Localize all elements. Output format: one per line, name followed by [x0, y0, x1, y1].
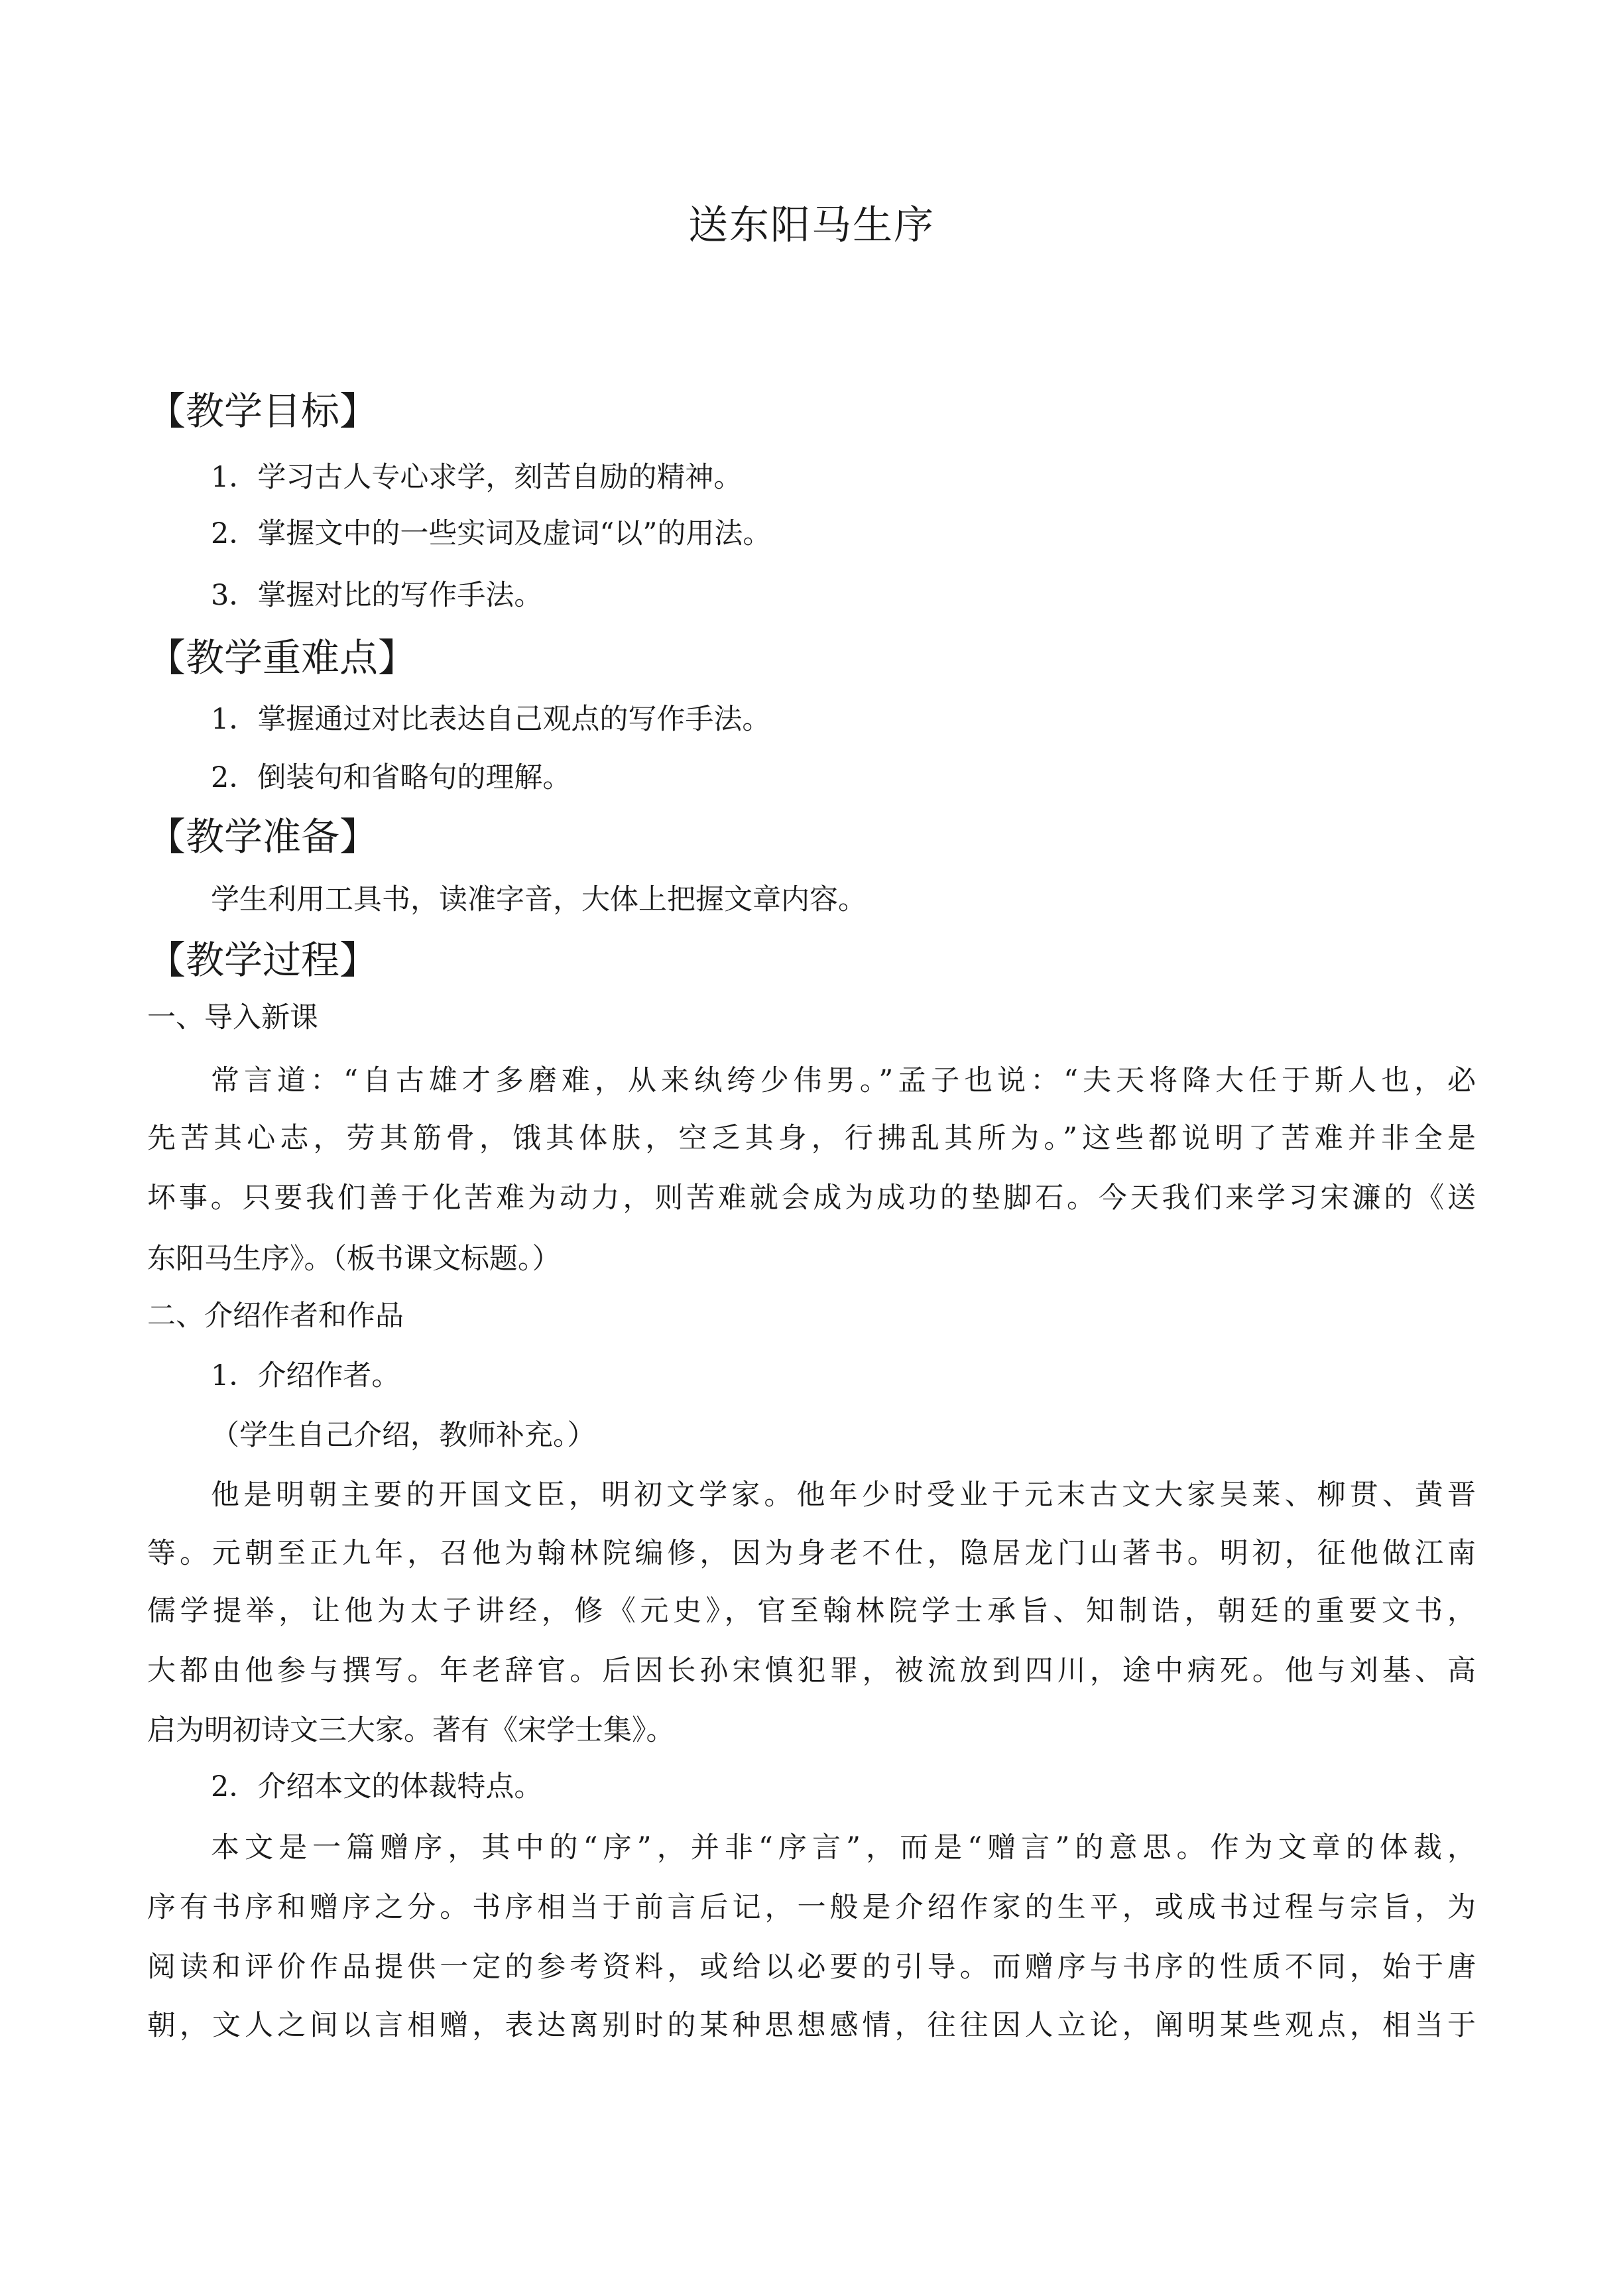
paragraph-line: 他是明朝主要的开国文臣，明初文学家。他年少时受业于元末古文大家吴莱、柳贯、黄晋 — [211, 1479, 1476, 1512]
paragraph-line: 序有书序和赠序之分。书序相当于前言后记，一般是介绍作家的生平，或成书过程与宗旨，为 — [147, 1891, 1476, 1924]
note-text: （学生自己介绍，教师补充。） — [211, 1419, 596, 1452]
objective-item: 1．学习古人专心求学，刻苦自励的精神。 — [211, 461, 743, 494]
paragraph-line: 本文是一篇赠序，其中的“序”，并非“序言”，而是“赠言”的意思。作为文章的体裁， — [211, 1831, 1476, 1864]
paragraph-line: 阅读和评价作品提供一定的参考资料，或给以必要的引导。而赠序与书序的性质不同，始于唐 — [147, 1951, 1476, 1984]
paragraph-line: 等。元朝至正九年，召他为翰林院编修，因为身老不仕，隐居龙门山著书。明初，征他做江南 — [147, 1537, 1476, 1570]
subsection-heading-intro: 一、导入新课 — [147, 1001, 318, 1034]
sub-item-heading: 1．介绍作者。 — [211, 1359, 400, 1392]
document-title: 送东阳马生序 — [688, 202, 935, 249]
paragraph-line: 坏事。只要我们善于化苦难为动力，则苦难就会成为成功的垫脚石。今天我们来学习宋濂的《送 — [147, 1181, 1476, 1215]
section-heading-key-points: 【教学重难点】 — [147, 635, 417, 680]
objective-item: 3．掌握对比的写作手法。 — [211, 579, 543, 612]
sub-item-heading: 2．介绍本文的体裁特点。 — [211, 1770, 543, 1803]
paragraph-line: 朝，文人之间以言相赠，表达离别时的某种思想感情，往往因人立论，阐明某些观点，相当于 — [147, 2009, 1476, 2042]
paragraph-line: 启为明初诗文三大家。著有《宋学士集》。 — [147, 1714, 675, 1747]
key-point-item: 1．掌握通过对比表达自己观点的写作手法。 — [211, 703, 771, 736]
paragraph-line: 东阳马生序》。（板书课文标题。） — [147, 1242, 561, 1276]
objective-item: 2．掌握文中的一些实词及虚词“以”的用法。 — [211, 517, 772, 550]
subsection-heading-author: 二、介绍作者和作品 — [147, 1299, 404, 1333]
key-point-item: 2．倒装句和省略句的理解。 — [211, 761, 571, 794]
section-heading-process: 【教学过程】 — [147, 937, 379, 983]
paragraph-line: 常言道：“自古雄才多磨难，从来纨绔少伟男。”孟子也说：“夫天将降大任于斯人也，必 — [211, 1064, 1476, 1097]
section-heading-preparation: 【教学准备】 — [147, 814, 379, 859]
section-heading-objectives: 【教学目标】 — [147, 389, 379, 434]
paragraph-line: 先苦其心志，劳其筋骨，饿其体肤，空乏其身，行拂乱其所为。”这些都说明了苦难并非全是 — [147, 1122, 1476, 1155]
preparation-text: 学生利用工具书，读准字音，大体上把握文章内容。 — [211, 883, 867, 916]
paragraph-line: 大都由他参与撰写。年老辞官。后因长孙宋慎犯罪，被流放到四川，途中病死。他与刘基、高 — [147, 1654, 1476, 1687]
paragraph-line: 儒学提举，让他为太子讲经，修《元史》，官至翰林院学士承旨、知制诰，朝廷的重要文书， — [147, 1595, 1476, 1628]
